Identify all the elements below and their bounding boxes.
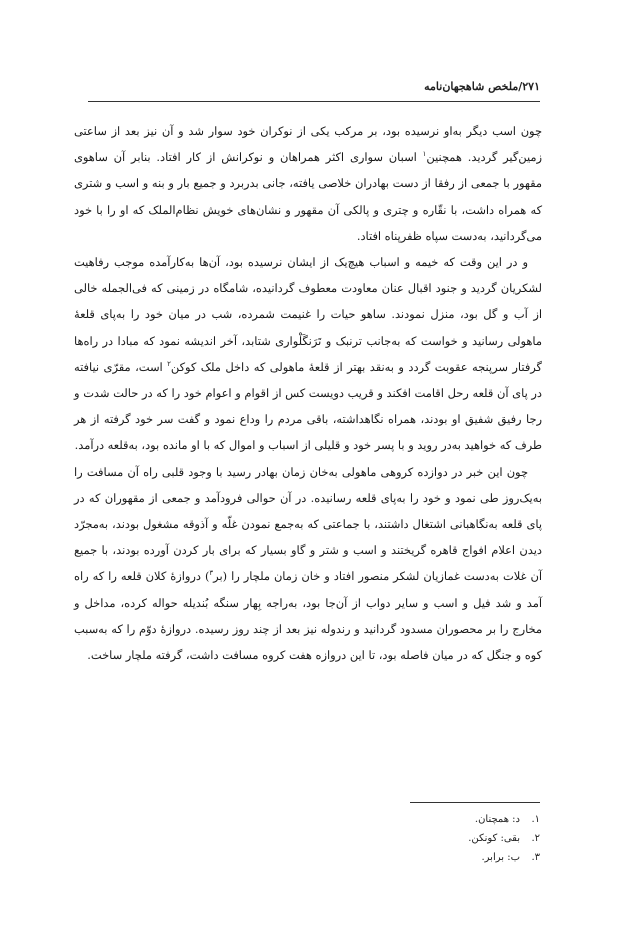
paragraph-3-text-b: ) دروازهٔ کلان قلعه را که راه آمد و شد فیل و اسب و سایر دواب از آن‌جا بود، به‌راجه بِهار سنگه بُندیله حواله کرده، مداخل و مخارج را بر محصوران مسدود گردانید و رندوله نیز بعد از چند روز رسیده. دروازهٔ دوّم را که به‌سبب کوه و جنگل که در میان فاصله بود، تا این دروازه هفت کروه مسافت داشت، گرفته ملچار ساخت.	[74, 569, 542, 663]
paragraph-1-text-b: اسبان سواری اکثر همراهان و نوکرانش از کار افتاد. بنابر آن ساهوی مقهور با جمعی از رفقا از دست بهادران خلاصی یافته، جانی بدربرد و جمیع بار و بنه و اسب و شتری که همراه داشت، با نقّاره و چتری و پالکی آن مقهور و نشان‌های خویش نظام‌الملک که او را با خود می‌گردانید، به‌دست سپاه ظفرپناه افتاد.	[74, 150, 542, 243]
footnotes	[340, 810, 540, 867]
header-rule	[88, 101, 540, 102]
paragraph-3	[74, 459, 542, 669]
paragraph-2	[74, 249, 542, 459]
footnote-1-number: ۱.	[531, 814, 540, 825]
footnote-3-text: ب: برابر.	[481, 852, 520, 863]
paragraph-2-text-b: است، مقرّی نیافته در پای آن قلعه رحل اقامت افکند و قریب دویست کس از اقوام و اعوام خود را که در حالت شدت و رجا رفیق شفیق او بودند، همراه نگاهداشته، باقی مردم را وداع نمود و گفت سر خود گرفته از هر طرف که خواهید به‌در روید و با پسر خود و قلیلی از اسباب و اموال که با او مانده بود، به‌قلعه درآمد.	[74, 359, 542, 453]
main-text	[74, 118, 542, 668]
footnote-3-number: ۳.	[531, 852, 540, 863]
footnote-2	[340, 829, 540, 848]
footnote-rule	[410, 802, 540, 803]
footnote-ref-3: ۳	[209, 569, 214, 578]
running-header: ۲۷۱/ملخص شاهجهان‌نامه	[424, 80, 540, 93]
footnote-3	[340, 848, 540, 867]
paragraph-1	[74, 118, 542, 249]
footnote-2-text: بقی: کونکن.	[468, 833, 520, 844]
paragraph-3-text-a: چون این خبر در دوازده کروهی ماهولی به‌خان زمان بهادر رسید با وجود قلبی راه آن مسافت را به‌یک‌روز طی نمود و خود را به‌پای قلعه رسانیده. در آن حوالی فرودآمد و جمعی از مقهوران که در پای قلعه به‌نگاهبانی اشتغال داشتند، با جماعتی که به‌جمع نمودن غلّه و آذوقه مشغول بودند، به‌مجرّد دیدن اعلام افواج قاهره گریختند و اسب و شتر و گاو بسیار که برای بار کردن آورده بودند، با جمیع آن غلات به‌دست غمازیان لشکر منصور افتاد و خان زمان ملچار را (بر	[74, 464, 542, 584]
paragraph-2-text-a: و در این وقت که خیمه و اسباب هیچ‌یک از ایشان نرسیده بود، آن‌ها به‌کارآمده موجب رفاهیت لشکریان گردید و جنود اقبال عنان معاودت معطوف گردانیده، شامگاه در زمینی که فی‌الجمله خالی از آب و گل بود، منزل نمودند. ساهو حیات را غنیمت شمرده، شب در میان خود را به‌پای قلعهٔ ماهولی رسانید و خواست که به‌جانب ترنبک و تَرَنگَلْواری شتابد، آخر اندیشه نمود که مبادا در راه‌ها گرفتار سرپنجه عقوبت گردد و به‌نقد بهتر از قلعهٔ ماهولی که داخل ملک کوکن	[74, 255, 542, 374]
footnote-2-number: ۲.	[531, 833, 540, 844]
footnote-ref-2: ۲	[167, 360, 171, 369]
footnote-ref-1: ۱	[422, 150, 427, 159]
footnote-1	[340, 810, 540, 829]
paragraph-1-text-a: چون اسب دیگر به‌او نرسیده بود، بر مرکب یکی از نوکران خود سوار شد و آن نیز بعد از ساعتی زمین‌گیر گردید. همچنین	[74, 124, 542, 165]
footnote-1-text: د: همچنان.	[474, 814, 520, 825]
